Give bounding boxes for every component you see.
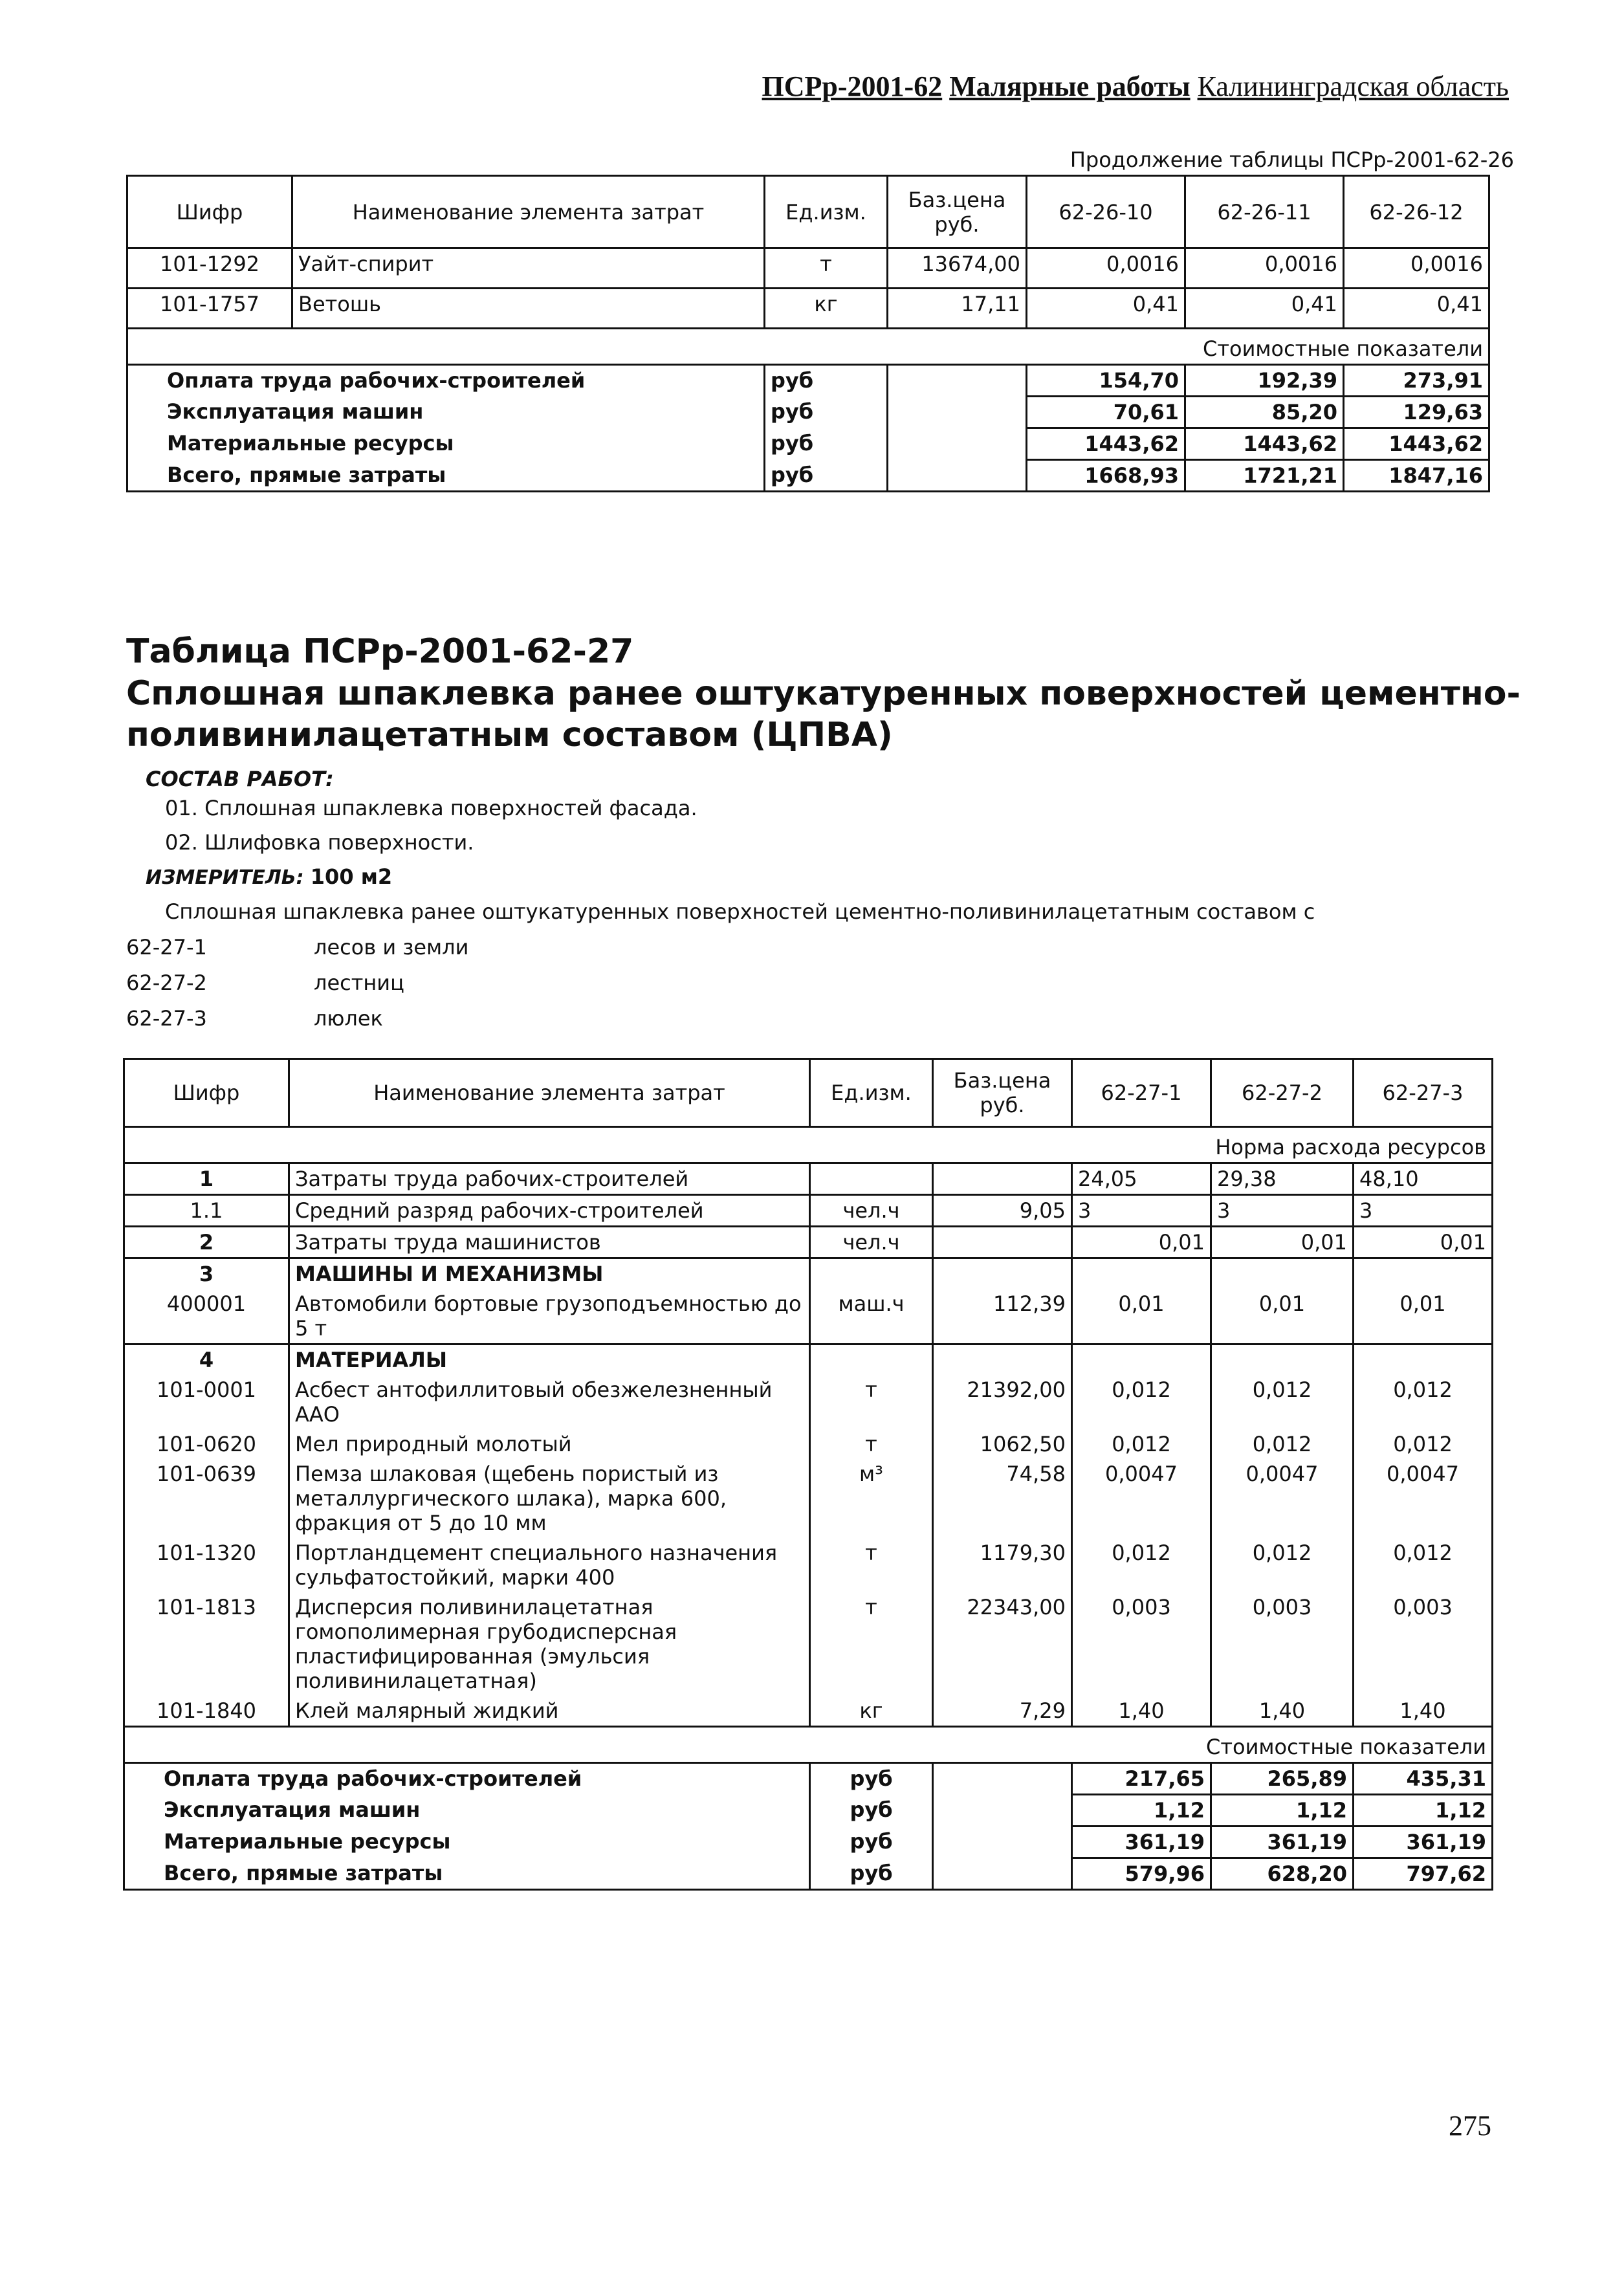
section-title: Таблица ПСРр-2001-62-27 (126, 632, 634, 671)
cell-unit: т (765, 248, 888, 289)
cell-value: 3 (1354, 1195, 1493, 1227)
cost-row (127, 397, 1489, 428)
cell-value: 3 (1211, 1195, 1354, 1227)
cell-name: Уайт-спирит (292, 248, 765, 289)
col-header: 62-27-1 (1072, 1059, 1211, 1127)
description: Сплошная шпаклевка ранее оштукатуренных поверхностей цементно-поливинилацетатным составом с (165, 899, 1315, 924)
cell-value: 0,0016 (1027, 248, 1185, 289)
cost-unit: руб (765, 428, 888, 460)
table26-header-row (127, 176, 1489, 248)
cost-row (127, 460, 1489, 492)
table27-header-row (124, 1059, 1493, 1127)
cell-value: 0,0016 (1344, 248, 1489, 289)
col-header: 62-26-11 (1185, 176, 1344, 248)
cost-value: 1847,16 (1344, 460, 1489, 492)
group-row (124, 1344, 1493, 1376)
variant-code: 62-27-3 (126, 1006, 207, 1031)
cell-value: 0,01 (1354, 1227, 1493, 1258)
cell-price: 1179,30 (933, 1538, 1072, 1592)
col-header: 62-27-2 (1211, 1059, 1354, 1127)
header-region: Калининградская область (1197, 71, 1509, 102)
cell-unit: кг (765, 289, 888, 329)
cost-value: 1668,93 (1027, 460, 1185, 492)
cost-value: 85,20 (1185, 397, 1344, 428)
cell-name: Портландцемент специального назначения сульфатостойкий, марки 400 (289, 1538, 810, 1592)
cost-value: 797,62 (1354, 1858, 1493, 1890)
cell-value: 0,012 (1072, 1375, 1211, 1429)
section-subtitle: Сплошная шпаклевка ранее оштукатуренных поверхностей цементно-поливинилацетатным составом (ЦПВА) (126, 674, 1521, 754)
cost-value: 361,19 (1211, 1827, 1354, 1858)
cost-value: 1,12 (1072, 1795, 1211, 1827)
cell-value: 0,41 (1027, 289, 1185, 329)
meter-value: 100 м2 (310, 864, 393, 889)
cell-value: 29,38 (1211, 1163, 1354, 1195)
cost-name: Эксплуатация машин (127, 397, 765, 428)
cell-price (933, 1258, 1072, 1289)
cell-code: 101-1813 (124, 1592, 289, 1696)
cell-code: 2 (124, 1227, 289, 1258)
cell-value: 0,01 (1072, 1227, 1211, 1258)
group-row (124, 1258, 1493, 1289)
cost-name: Оплата труда рабочих-строителей (124, 1763, 810, 1795)
cost-row (124, 1795, 1493, 1827)
cell-price: 22343,00 (933, 1592, 1072, 1696)
cost-heading: Стоимостные показатели (127, 329, 1489, 365)
cell-unit: т (810, 1375, 933, 1429)
cost-value: 129,63 (1344, 397, 1489, 428)
cell-value: 0,0047 (1354, 1459, 1493, 1538)
cell-code: 101-1840 (124, 1696, 289, 1727)
table-row (127, 289, 1489, 329)
works-label: СОСТАВ РАБОТ: (146, 767, 334, 791)
header-code: ПСРр-2001-62 (762, 71, 943, 102)
cell-code: 400001 (124, 1289, 289, 1344)
empty-cell (888, 397, 1027, 428)
cell-value: 0,003 (1072, 1592, 1211, 1696)
cost-name: Материальные ресурсы (127, 428, 765, 460)
cell-value: 1,40 (1211, 1696, 1354, 1727)
norm-heading-row (124, 1127, 1493, 1163)
col-header: Ед.изм. (765, 176, 888, 248)
empty-cell (933, 1763, 1072, 1795)
cell-price: 112,39 (933, 1289, 1072, 1344)
cost-name: Эксплуатация машин (124, 1795, 810, 1827)
cell-unit: т (810, 1592, 933, 1696)
work-item: 01. Сплошная шпаклевка поверхностей фасада. (165, 796, 697, 820)
cell-unit: маш.ч (810, 1289, 933, 1344)
cell-name: Автомобили бортовые грузоподъемностью до 5 т (289, 1289, 810, 1344)
cell-value: 3 (1072, 1195, 1211, 1227)
cell-value: 0,012 (1354, 1375, 1493, 1429)
table-row (124, 1227, 1493, 1258)
empty-cell (933, 1827, 1072, 1858)
cell-value (1354, 1344, 1493, 1376)
cell-value: 1,40 (1072, 1696, 1211, 1727)
cost-name: Материальные ресурсы (124, 1827, 810, 1858)
cell-value: 0,0047 (1072, 1459, 1211, 1538)
cell-price (933, 1163, 1072, 1195)
cell-value: 24,05 (1072, 1163, 1211, 1195)
cost-value: 1443,62 (1344, 428, 1489, 460)
running-header (700, 70, 1509, 103)
col-header: Наименование элемента затрат (292, 176, 765, 248)
cell-unit (810, 1163, 933, 1195)
cell-value: 0,01 (1354, 1289, 1493, 1344)
cell-price: 9,05 (933, 1195, 1072, 1227)
cost-row (127, 365, 1489, 397)
cell-value: 0,012 (1354, 1538, 1493, 1592)
col-header: Шифр (124, 1059, 289, 1127)
cell-value: 0,41 (1185, 289, 1344, 329)
cost-value: 628,20 (1211, 1858, 1354, 1890)
col-header: 62-26-12 (1344, 176, 1489, 248)
cost-unit: руб (765, 460, 888, 492)
cell-value (1354, 1258, 1493, 1289)
cost-heading-row (127, 329, 1489, 365)
cell-code: 3 (124, 1258, 289, 1289)
cost-unit: руб (810, 1858, 933, 1890)
cell-name: МАТЕРИАЛЫ (289, 1344, 810, 1376)
cost-value: 273,91 (1344, 365, 1489, 397)
cell-code: 1 (124, 1163, 289, 1195)
cell-value: 0,012 (1211, 1429, 1354, 1459)
cost-unit: руб (810, 1763, 933, 1795)
meter-line (146, 864, 392, 889)
cell-value: 0,41 (1344, 289, 1489, 329)
cost-name: Оплата труда рабочих-строителей (127, 365, 765, 397)
cell-price: 1062,50 (933, 1429, 1072, 1459)
table-row (124, 1696, 1493, 1727)
cell-code: 1.1 (124, 1195, 289, 1227)
table-row (124, 1195, 1493, 1227)
cost-value: 1,12 (1354, 1795, 1493, 1827)
cell-code: 101-1292 (127, 248, 292, 289)
cell-value: 0,003 (1211, 1592, 1354, 1696)
variant-text: люлек (314, 1006, 383, 1031)
cell-value: 0,0047 (1211, 1459, 1354, 1538)
cell-value: 0,012 (1211, 1375, 1354, 1429)
work-item: 02. Шлифовка поверхности. (165, 830, 474, 855)
cell-unit (810, 1258, 933, 1289)
header-title: Малярные работы (949, 71, 1191, 102)
empty-cell (888, 428, 1027, 460)
cost-value: 1721,21 (1185, 460, 1344, 492)
cell-price (933, 1344, 1072, 1376)
cell-value: 0,012 (1072, 1538, 1211, 1592)
cell-unit: кг (810, 1696, 933, 1727)
cost-row (124, 1763, 1493, 1795)
cost-heading-row (124, 1727, 1493, 1763)
col-header: 62-27-3 (1354, 1059, 1493, 1127)
cell-unit: чел.ч (810, 1227, 933, 1258)
cost-value: 1443,62 (1027, 428, 1185, 460)
cell-unit: чел.ч (810, 1195, 933, 1227)
cell-value (1211, 1344, 1354, 1376)
cell-price: 7,29 (933, 1696, 1072, 1727)
cell-unit: т (810, 1429, 933, 1459)
cost-unit: руб (765, 365, 888, 397)
table-row (124, 1163, 1493, 1195)
empty-cell (933, 1858, 1072, 1890)
cost-value: 265,89 (1211, 1763, 1354, 1795)
cost-unit: руб (810, 1827, 933, 1858)
table-row (124, 1592, 1493, 1696)
cell-value: 0,012 (1354, 1429, 1493, 1459)
cell-value: 0,01 (1072, 1289, 1211, 1344)
cost-row (124, 1827, 1493, 1858)
cell-name: Клей малярный жидкий (289, 1696, 810, 1727)
table26-caption: Продолжение таблицы ПСРр-2001-62-26 (1070, 148, 1514, 172)
cell-value: 0,012 (1211, 1538, 1354, 1592)
cell-price (933, 1227, 1072, 1258)
cost-value: 1443,62 (1185, 428, 1344, 460)
cost-heading: Стоимостные показатели (124, 1727, 1493, 1763)
variant-text: лесов и земли (314, 935, 469, 960)
cell-value: 0,003 (1354, 1592, 1493, 1696)
table-row (124, 1429, 1493, 1459)
col-header: Шифр (127, 176, 292, 248)
empty-cell (933, 1795, 1072, 1827)
cost-unit: руб (765, 397, 888, 428)
cell-name: Затраты труда рабочих-строителей (289, 1163, 810, 1195)
cell-value (1072, 1344, 1211, 1376)
cost-row (127, 428, 1489, 460)
cell-name: Пемза шлаковая (щебень пористый из металлургического шлака), марка 600, фракция от 5 до 10 мм (289, 1459, 810, 1538)
cell-name: Асбест антофиллитовый обезжелезненный ААО (289, 1375, 810, 1429)
col-header: Баз.цена руб. (933, 1059, 1072, 1127)
empty-cell (888, 365, 1027, 397)
cost-name: Всего, прямые затраты (124, 1858, 810, 1890)
cell-name: Средний разряд рабочих-строителей (289, 1195, 810, 1227)
cell-value: 0,01 (1211, 1227, 1354, 1258)
cost-value: 579,96 (1072, 1858, 1211, 1890)
cell-name: Мел природный молотый (289, 1429, 810, 1459)
cell-value (1211, 1258, 1354, 1289)
cell-unit: м³ (810, 1459, 933, 1538)
table-62-27 (123, 1058, 1493, 1891)
cost-value: 361,19 (1354, 1827, 1493, 1858)
cost-value: 70,61 (1027, 397, 1185, 428)
cell-value: 0,012 (1072, 1429, 1211, 1459)
table-row (124, 1538, 1493, 1592)
table-row (124, 1375, 1493, 1429)
cell-name: Ветошь (292, 289, 765, 329)
variant-text: лестниц (314, 971, 404, 995)
col-header: 62-26-10 (1027, 176, 1185, 248)
cell-unit: т (810, 1538, 933, 1592)
cell-code: 101-0639 (124, 1459, 289, 1538)
variant-code: 62-27-1 (126, 935, 207, 960)
cell-value: 1,40 (1354, 1696, 1493, 1727)
cell-name: Затраты труда машинистов (289, 1227, 810, 1258)
cell-name: МАШИНЫ И МЕХАНИЗМЫ (289, 1258, 810, 1289)
cell-value: 0,0016 (1185, 248, 1344, 289)
cost-value: 361,19 (1072, 1827, 1211, 1858)
cell-code: 101-0001 (124, 1375, 289, 1429)
cost-value: 217,65 (1072, 1763, 1211, 1795)
cell-name: Дисперсия поливинилацетатная гомополимерная грубодисперсная пластифицированная (эмульсия поливинилацетатная) (289, 1592, 810, 1696)
cost-unit: руб (810, 1795, 933, 1827)
meter-label: ИЗМЕРИТЕЛЬ: (146, 866, 304, 889)
cost-value: 192,39 (1185, 365, 1344, 397)
cost-value: 154,70 (1027, 365, 1185, 397)
table-row (124, 1459, 1493, 1538)
norm-heading: Норма расхода ресурсов (124, 1127, 1493, 1163)
cell-value: 48,10 (1354, 1163, 1493, 1195)
cell-price: 21392,00 (933, 1375, 1072, 1429)
cost-name: Всего, прямые затраты (127, 460, 765, 492)
page-number: 275 (1449, 2110, 1491, 2142)
cost-row (124, 1858, 1493, 1890)
table-62-26 (126, 175, 1490, 492)
table-row (124, 1289, 1493, 1344)
cell-value: 0,01 (1211, 1289, 1354, 1344)
empty-cell (888, 460, 1027, 492)
cell-value (1072, 1258, 1211, 1289)
cell-code: 101-0620 (124, 1429, 289, 1459)
cell-code: 4 (124, 1344, 289, 1376)
cell-code: 101-1757 (127, 289, 292, 329)
col-header: Баз.цена руб. (888, 176, 1027, 248)
cell-unit (810, 1344, 933, 1376)
table-row (127, 248, 1489, 289)
col-header: Наименование элемента затрат (289, 1059, 810, 1127)
cell-price: 13674,00 (888, 248, 1027, 289)
col-header: Ед.изм. (810, 1059, 933, 1127)
cell-price: 74,58 (933, 1459, 1072, 1538)
variant-code: 62-27-2 (126, 971, 207, 995)
cost-value: 435,31 (1354, 1763, 1493, 1795)
cell-code: 101-1320 (124, 1538, 289, 1592)
cost-value: 1,12 (1211, 1795, 1354, 1827)
cell-price: 17,11 (888, 289, 1027, 329)
